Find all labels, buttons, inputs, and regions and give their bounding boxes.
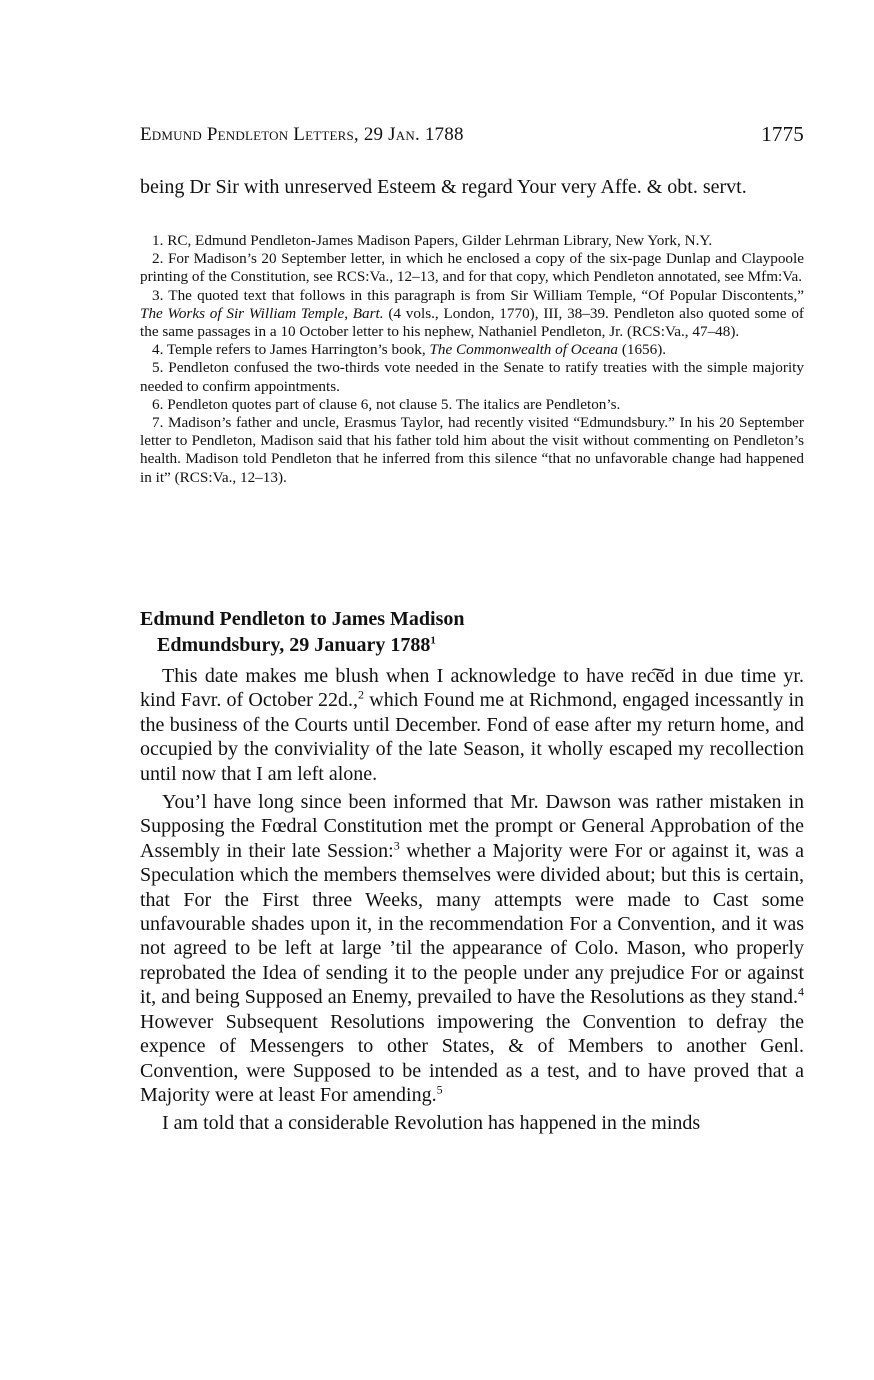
letter-body (140, 664, 804, 1140)
footnote-3: 3. The quoted text that follows in this paragraph is from Sir William Temple, “Of Popular Discontents,” The Works of Sir William Temple, Bart. (4 vols., London, 1770), III, 38–39. Pendleton also quoted some of the same passages in a 10 October letter to his nephew, Nathaniel Pendleton, Jr. (RCS:Va., 47–48). (140, 286, 804, 341)
footnote-1: 1. RC, Edmund Pendleton-James Madison Papers, Gilder Lehrman Library, New York, N.Y. (152, 232, 713, 249)
footnote-ref: 4 (798, 984, 804, 999)
footnote-5: 5. Pendleton confused the two-thirds vote needed in the Senate to ratify treaties with the simple majority needed to confirm appointments. (140, 359, 804, 395)
footnotes (140, 232, 804, 487)
body-paragraph-2: You’l have long since been informed that Mr. Dawson was rather mistaken in Supposing the Fœdral Constitution met the prompt or General Approbation of the Assembly in their late Session:$^3$ whether a Majority were For or against it, was a Speculation which the members themselves were divided about; but this is certain, that For the First three Weeks, many attempts were made to Cast some unfavourable shades upon it, in the recommendation For a Convention, and it was not agreed to be left at large ’til the appearance of Colo. Mason, who properly reprobated the Idea of sending it to the people under any prejudice For or against it, and being Supposed an Enemy, prevailed to have the Resolutions as they stand.$^4$ However Subsequent Resolutions impowering the Convention to defray the expence of Messengers to other States, & of Members to another Genl. Convention, were Supposed to be intended as a test, and to have proved that a Majority were at least For amending.$^5$ (140, 791, 804, 1106)
footnote-6: 6. Pendleton quotes part of clause 6, not clause 5. The italics are Pendleton’s. (152, 395, 621, 413)
letter-heading-line-2: Edmundsbury, 29 January 1788$^1$ (157, 634, 436, 656)
letter-heading (140, 606, 804, 658)
running-head-title: Edmund Pendleton Letters, 29 Jan. 1788 (140, 124, 464, 145)
body-paragraph-3: I am told that a considerable Revolution has happened in the minds (162, 1112, 701, 1135)
footnote-ref: 1 (430, 634, 436, 647)
page-number: 1775 (761, 122, 804, 146)
footnote-ref: 2 (358, 687, 365, 702)
footnote-ref: 3 (393, 838, 400, 853)
footnote-2: 2. For Madison’s 20 September letter, in which he enclosed a copy of the six-page Dunlap and Claypoole printing of the Constitution, see RCS:Va., 12–13, and for that copy, which Pendleton annotated, see Mfm:Va. (140, 250, 804, 286)
body-paragraph-1: This date makes me blush when I acknowledge to have rec͠ed in due time yr. kind Favr. of October 22d.,$^2$ which Found me at Richmond, engaged incessantly in the business of the Courts until December. Fond of ease after my return home, and occupied by the conviviality of the late Season, it wholly escaped my recollection until now that I am left alone. (140, 665, 804, 785)
letter-closing: being Dr Sir with unreserved Esteem & regard Your very Affe. & obt. servt. (140, 176, 747, 198)
letter-heading-line-1: Edmund Pendleton to James Madison (140, 608, 465, 630)
footnote-4: 4. Temple refers to James Harrington’s book, The Commonwealth of Oceana (1656). (152, 341, 667, 359)
footnote-ref: 5 (436, 1082, 443, 1097)
footnote-7: 7. Madison’s father and uncle, Erasmus Taylor, had recently visited “Edmundsbury.” In his 20 September letter to Pendleton, Madison said that his father told him about the visit without commenting on Pendleton’s health. Madison told Pendleton that he inferred from this silence “that no unfavorable change had happened in it” (RCS:Va., 12–13). (140, 414, 804, 486)
